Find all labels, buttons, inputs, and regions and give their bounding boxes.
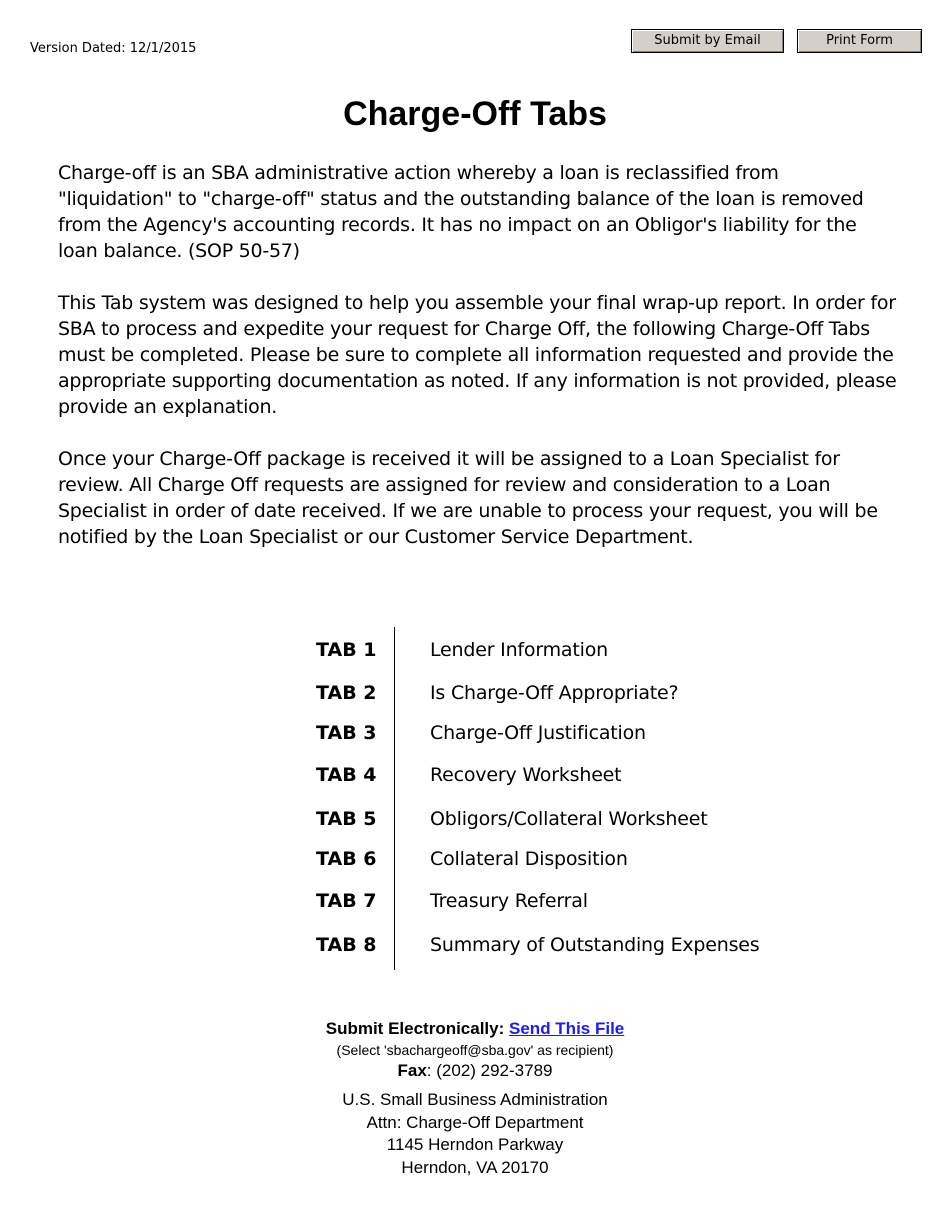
tab-number: TAB 4 [316,764,377,786]
fax-label: Fax [397,1061,427,1080]
tab-row-7 [0,886,950,916]
tab-row-2 [0,678,950,708]
submit-label: Submit Electronically: [325,1019,505,1038]
fax-number: : (202) 292-3789 [426,1061,553,1080]
tab-row-8 [0,930,950,960]
tab-row-5 [0,804,950,834]
address-line: U.S. Small Business Administration [342,1090,608,1109]
recipient-note: (Select 'sbachargeoff@sba.gov' as recipient) [336,1042,614,1058]
tab-number: TAB 8 [316,934,377,956]
tab-row-6 [0,844,950,874]
tab-number: TAB 3 [316,722,377,744]
tab-name: Treasury Referral [430,890,588,912]
tab-name: Obligors/Collateral Worksheet [430,808,708,830]
address-line: 1145 Herndon Parkway [386,1135,564,1154]
tab-system-paragraph: This Tab system was designed to help you assemble your final wrap-up report. In order for SBA to process and expedite your request for Charge Off, the following Charge-Off Tabs must be completed. Please be sure to complete all information requested and provide the appropriate supporting documentation as noted. If any information is not provided, please provide an explanation. [58,292,897,418]
tab-number: TAB 2 [316,682,377,704]
print-form-button[interactable]: Print Form [797,29,922,53]
tab-name: Is Charge-Off Appropriate? [430,682,679,704]
review-paragraph: Once your Charge-Off package is received it will be assigned to a Loan Specialist for review. All Charge Off requests are assigned for review and consideration to a Loan Specialist in order of date received. If we are unable to process your request, you will be notified by the Loan Specialist or our Customer Service Department. [58,448,878,548]
tab-name: Lender Information [430,639,608,661]
version-date: Version Dated: 12/1/2015 [30,41,197,56]
page-title: Charge-Off Tabs [343,95,607,133]
submit-electronically [0,1018,950,1040]
tab-number: TAB 1 [316,639,377,661]
tab-name: Summary of Outstanding Expenses [430,934,760,956]
tab-row-1 [0,635,950,665]
tab-row-3 [0,718,950,748]
submit-by-email-button[interactable]: Submit by Email [631,29,784,53]
send-this-file-link[interactable]: Send This File [509,1019,625,1038]
tab-number: TAB 5 [316,808,377,830]
tab-number: TAB 7 [316,890,377,912]
tab-name: Collateral Disposition [430,848,628,870]
mailing-address [0,1089,950,1179]
tab-name: Recovery Worksheet [430,764,622,786]
tab-row-4 [0,760,950,790]
address-line: Attn: Charge-Off Department [366,1112,584,1132]
tab-name: Charge-Off Justification [430,722,646,744]
intro-paragraph: Charge-off is an SBA administrative action whereby a loan is reclassified from "liquidation" to "charge-off" status and the outstanding balance of the loan is removed from the Agency's accounting records. It has no impact on an Obligor's liability for the loan balance. (SOP 50-57) [58,162,864,262]
fax-line [0,1060,950,1082]
tab-number: TAB 6 [316,848,377,870]
address-line: Herndon, VA 20170 [401,1157,549,1177]
